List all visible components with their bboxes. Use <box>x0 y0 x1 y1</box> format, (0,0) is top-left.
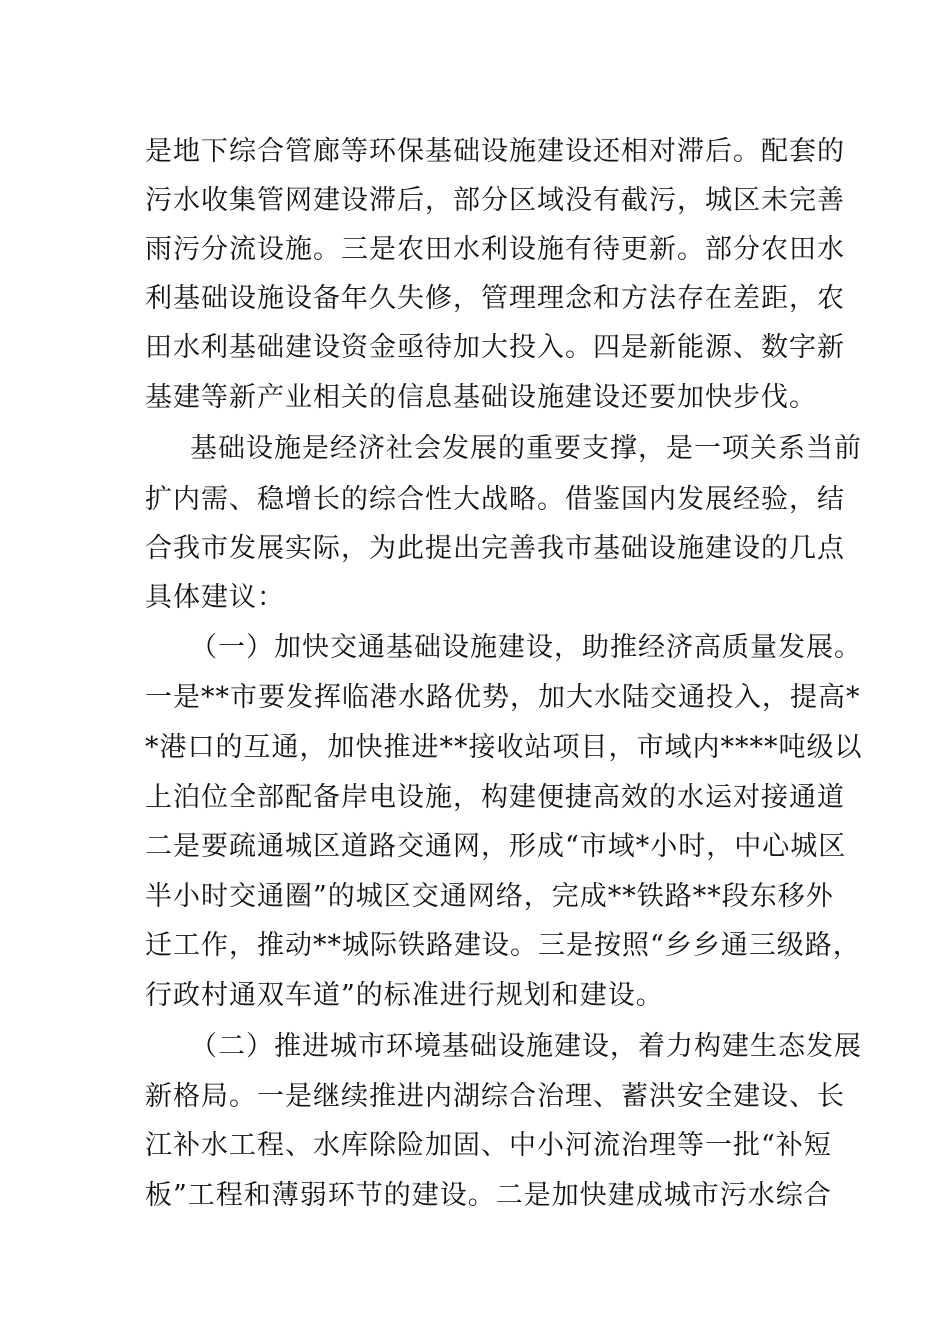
text-line: 半小时交通圈”的城区交通网络，完成**铁路**段东移外 <box>145 881 834 912</box>
text-line: 一是**市要发挥临港水路优势，加大水陆交通投入，提高* <box>145 682 861 713</box>
paragraph-first-line: 基础设施是经济社会发展的重要支撑，是一项关系当前 <box>190 433 862 464</box>
text-line: 利基础设施设备年久失修，管理理念和方法存在差距，农 <box>145 283 845 314</box>
text-line: 合我市发展实际，为此提出完善我市基础设施建设的几点 <box>145 533 845 564</box>
section-heading-1: （一）加快交通基础设施建设，助推经济高质量发展。 <box>190 632 862 663</box>
text-line: 江补水工程、水库除险加固、中小河流治理等一批“补短 <box>145 1130 832 1161</box>
text-line: 迁工作，推动**城际铁路建设。三是按照“乡乡通三级路， <box>145 930 861 961</box>
text-line: 是地下综合管廊等环保基础设施建设还相对滞后。配套的 <box>145 136 845 167</box>
text-line: 具体建议： <box>145 582 285 613</box>
section-heading-2: （二）推进城市环境基础设施建设，着力构建生态发展 <box>190 1031 862 1062</box>
text-line: 新格局。一是继续推进内湖综合治理、蓄洪安全建设、长 <box>145 1081 845 1112</box>
text-line: 田水利基础建设资金亟待加大投入。四是新能源、数字新 <box>145 332 845 363</box>
text-line: 雨污分流设施。三是农田水利设施有待更新。部分农田水 <box>145 234 845 265</box>
text-line: 板”工程和薄弱环节的建设。二是加快建成城市污水综合 <box>145 1180 832 1211</box>
text-line: *港口的互通，加快推进**接收站项目，市域内****吨级以 <box>145 732 863 763</box>
text-line: 行政村通双车道”的标准进行规划和建设。 <box>145 980 664 1011</box>
text-line: 基建等新产业相关的信息基础设施建设还要加快步伐。 <box>145 382 817 413</box>
text-line: 上泊位全部配备岸电设施，构建便捷高效的水运对接通道 <box>145 782 845 813</box>
text-line: 二是要疏通城区道路交通网，形成“市域*小时，中心城区 <box>145 831 847 862</box>
text-line: 污水收集管网建设滞后，部分区域没有截污，城区未完善 <box>145 185 845 216</box>
text-line: 扩内需、稳增长的综合性大战略。借鉴国内发展经验，结 <box>145 484 845 515</box>
